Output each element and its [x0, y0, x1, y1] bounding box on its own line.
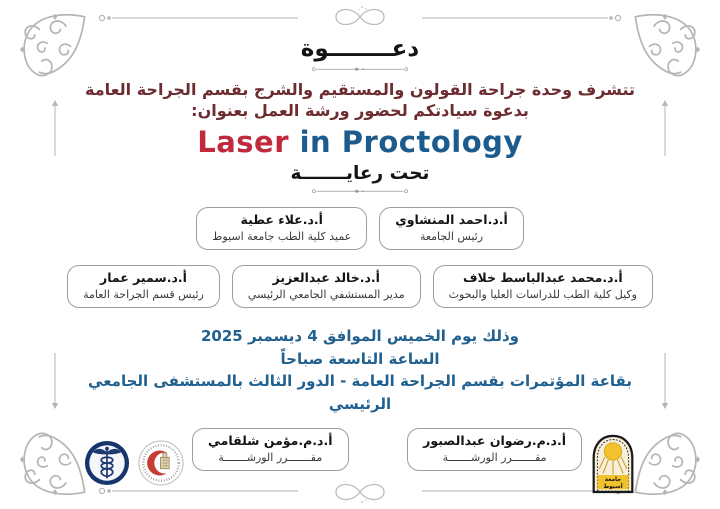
assiut-logo-text-line2: أسيوط — [603, 483, 623, 490]
intro-line-1: تتشرف وحدة جراحة القولون والمستقيم والشرج بقسم الجراحة العامة — [85, 79, 635, 99]
patrons-row-1 — [196, 207, 524, 250]
patron-name: أ.د.علاء عطية — [240, 212, 323, 227]
footer-left-group — [84, 428, 349, 486]
intro-text — [85, 79, 635, 121]
workshop-title — [197, 125, 523, 159]
patron-card-university-president — [379, 207, 524, 250]
patrons-row-2 — [67, 265, 653, 308]
patron-role: عميد كلية الطب جامعة اسيوط — [212, 230, 352, 243]
schedule-date: وذلك يوم الخميس الموافق 4 ديسمبر 2025 — [201, 327, 519, 345]
workshop-title-proctology: in Proctology — [289, 124, 523, 159]
coordinator-card-right — [407, 428, 582, 471]
patron-role: رئيس قسم الجراحة العامة — [83, 288, 204, 301]
coordinator-role: مقـــــــرر الورشـــــــة — [442, 451, 547, 464]
coordinator-role: مقـــــــرر الورشـــــــة — [218, 451, 323, 464]
schedule-time: الساعة التاسعة صباحاً — [280, 349, 440, 368]
patron-name: أ.د.احمد المنشاوي — [395, 212, 508, 227]
workshop-title-laser: Laser — [197, 124, 290, 159]
patron-name: أ.د.خالد عبدالعزيز — [272, 270, 380, 285]
schedule-venue: بقاعة المؤتمرات بقسم الجراحة العامة - الدور الثالث بالمستشفى الجامعي الرئيسي — [88, 372, 632, 413]
patron-card-vice-dean — [433, 265, 653, 308]
invitation-content — [56, 24, 664, 495]
edge-line-ornament — [98, 14, 298, 22]
coordinator-name: أ.د.م.مؤمن شلقامي — [208, 433, 333, 448]
invitation-title: دعــــــــوة — [300, 36, 420, 62]
patron-card-hospital-director — [232, 265, 421, 308]
assiut-logo-text-line1: جامعة — [604, 476, 622, 483]
ornamental-divider — [285, 188, 435, 195]
footer-row — [56, 428, 664, 495]
caduceus-surgery-logo — [84, 440, 130, 486]
ornamental-divider — [285, 66, 435, 73]
red-crescent-faculty-logo — [138, 440, 184, 486]
patron-role: مدير المستشفي الجامعي الرئيسي — [247, 288, 405, 301]
edge-line-ornament — [422, 14, 622, 22]
patron-name: أ.د.محمد عبدالباسط خلاف — [463, 270, 623, 285]
patron-card-medicine-dean — [196, 207, 367, 250]
coordinator-name: أ.د.م.رضوان عبدالصبور — [423, 433, 566, 448]
patron-name: أ.د.سمير عمار — [100, 270, 187, 285]
patron-role: رئيس الجامعة — [419, 230, 484, 243]
schedule-block — [56, 325, 664, 415]
patron-card-surgery-head — [67, 265, 220, 308]
patron-role: وكيل كلية الطب للدراسات العليا والبحوث — [448, 288, 637, 301]
assiut-university-logo — [590, 432, 636, 495]
coordinator-card-left — [192, 428, 349, 471]
patronage-heading: تحت رعايـــــــة — [290, 162, 430, 184]
footer-right-group — [407, 428, 636, 495]
intro-line-2: بدعوة سيادتكم لحضور ورشة العمل بعنوان: — [191, 100, 529, 120]
